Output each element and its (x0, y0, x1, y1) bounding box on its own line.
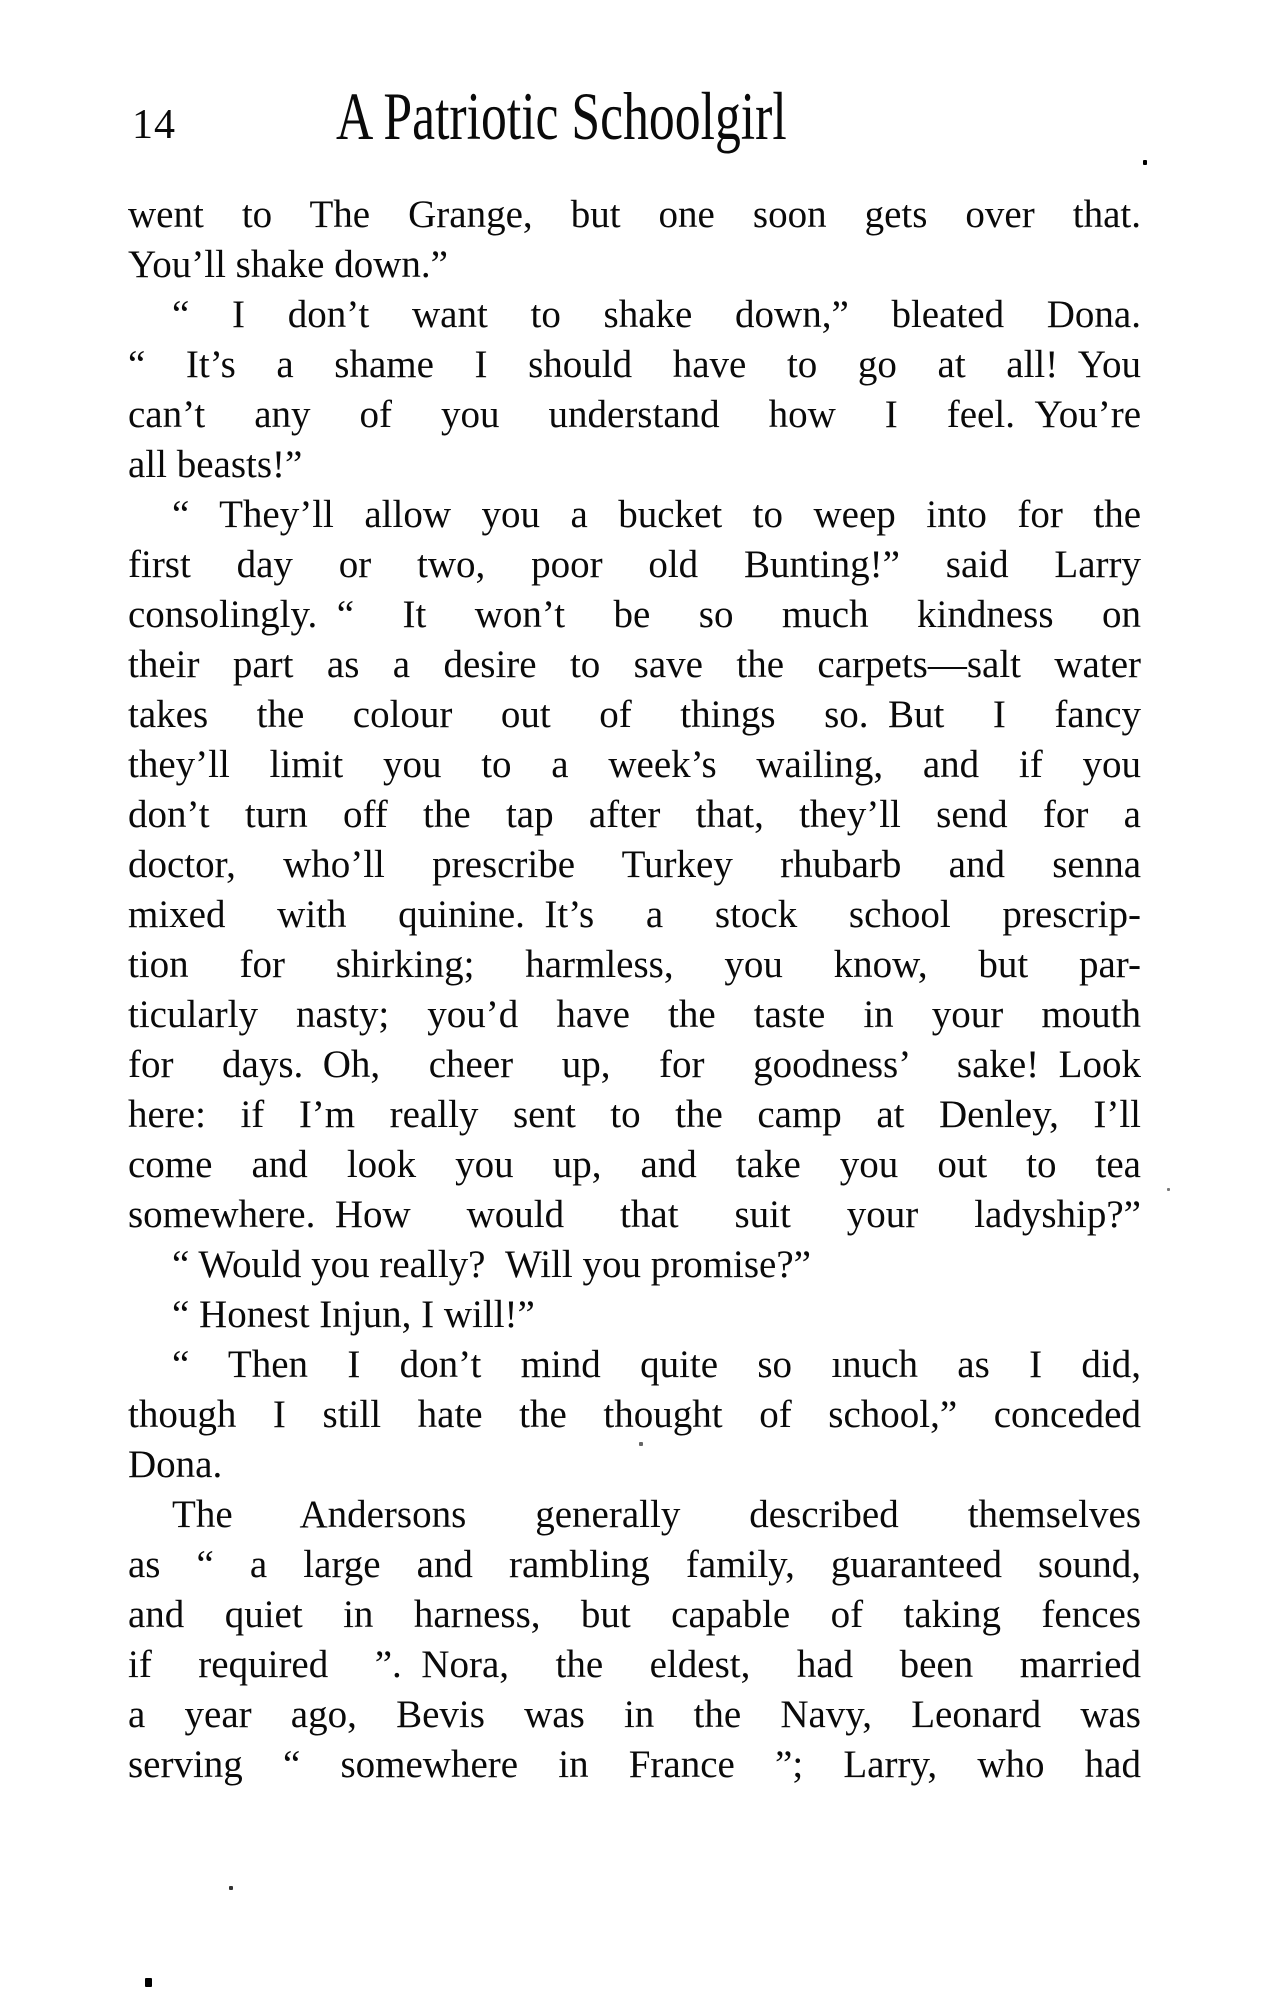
text-line: come and look you up, and take you out to tea (128, 1143, 1141, 1186)
body-text (128, 190, 1141, 1790)
text-line: can’t any of you understand how I feel. You’re (128, 393, 1141, 436)
text-line: doctor, who’ll prescribe Turkey rhubarb and senna (128, 843, 1141, 886)
text-line: mixed with quinine. It’s a stock school prescrip- (128, 893, 1141, 936)
page-number: 14 (132, 102, 176, 148)
text-line: serving “ somewhere in France ”; Larry, who had (128, 1743, 1141, 1786)
text-line: a year ago, Bevis was in the Navy, Leonard was (128, 1693, 1141, 1736)
text-line: first day or two, poor old Bunting!” said Larry (128, 543, 1141, 586)
text-line: as “ a large and rambling family, guaranteed sound, (128, 1543, 1141, 1586)
text-line: “ I don’t want to shake down,” bleated Dona. (172, 293, 1141, 336)
text-line: The Andersons generally described themselves (172, 1493, 1141, 1536)
text-line: Dona. (128, 1443, 223, 1486)
text-line: “ It’s a shame I should have to go at all! You (128, 343, 1141, 386)
text-line: consolingly. “ It won’t be so much kindness on (128, 593, 1141, 636)
text-line: they’ll limit you to a week’s wailing, and if you (128, 743, 1141, 786)
text-line: “ Then I don’t mind quite so ınuch as I did, (172, 1343, 1141, 1386)
text-line: tion for shirking; harmless, you know, but par- (128, 943, 1141, 986)
scan-speck (1143, 160, 1147, 165)
scan-speck (229, 1886, 233, 1890)
text-line: all beasts!” (128, 443, 303, 486)
scan-speck (639, 1442, 643, 1446)
text-line: here: if I’m really sent to the camp at Denley, I’ll (128, 1093, 1141, 1136)
text-line: “ Honest Injun, I will!” (172, 1293, 535, 1336)
scan-speck (145, 1978, 152, 1987)
text-line: their part as a desire to save the carpets—salt water (128, 643, 1141, 686)
running-title: A Patriotic Schoolgirl (336, 78, 787, 154)
scan-speck (1167, 1188, 1170, 1191)
text-line: ticularly nasty; you’d have the taste in your mouth (128, 993, 1141, 1036)
text-line: though I still hate the thought of school,” conceded (128, 1393, 1141, 1436)
text-line: takes the colour out of things so. But I fancy (128, 693, 1141, 736)
text-line: somewhere. How would that suit your ladyship?” (128, 1193, 1141, 1236)
text-line: went to The Grange, but one soon gets over that. (128, 193, 1141, 236)
text-line: and quiet in harness, but capable of taking fences (128, 1593, 1141, 1636)
text-line: “ They’ll allow you a bucket to weep into for the (172, 493, 1141, 536)
text-line: don’t turn off the tap after that, they’ll send for a (128, 793, 1141, 836)
text-line: “ Would you really? Will you promise?” (172, 1243, 811, 1286)
text-line: for days. Oh, cheer up, for goodness’ sake! Look (128, 1043, 1141, 1086)
text-line: if required ”. Nora, the eldest, had been married (128, 1643, 1141, 1686)
text-line: You’ll shake down.” (128, 243, 448, 286)
